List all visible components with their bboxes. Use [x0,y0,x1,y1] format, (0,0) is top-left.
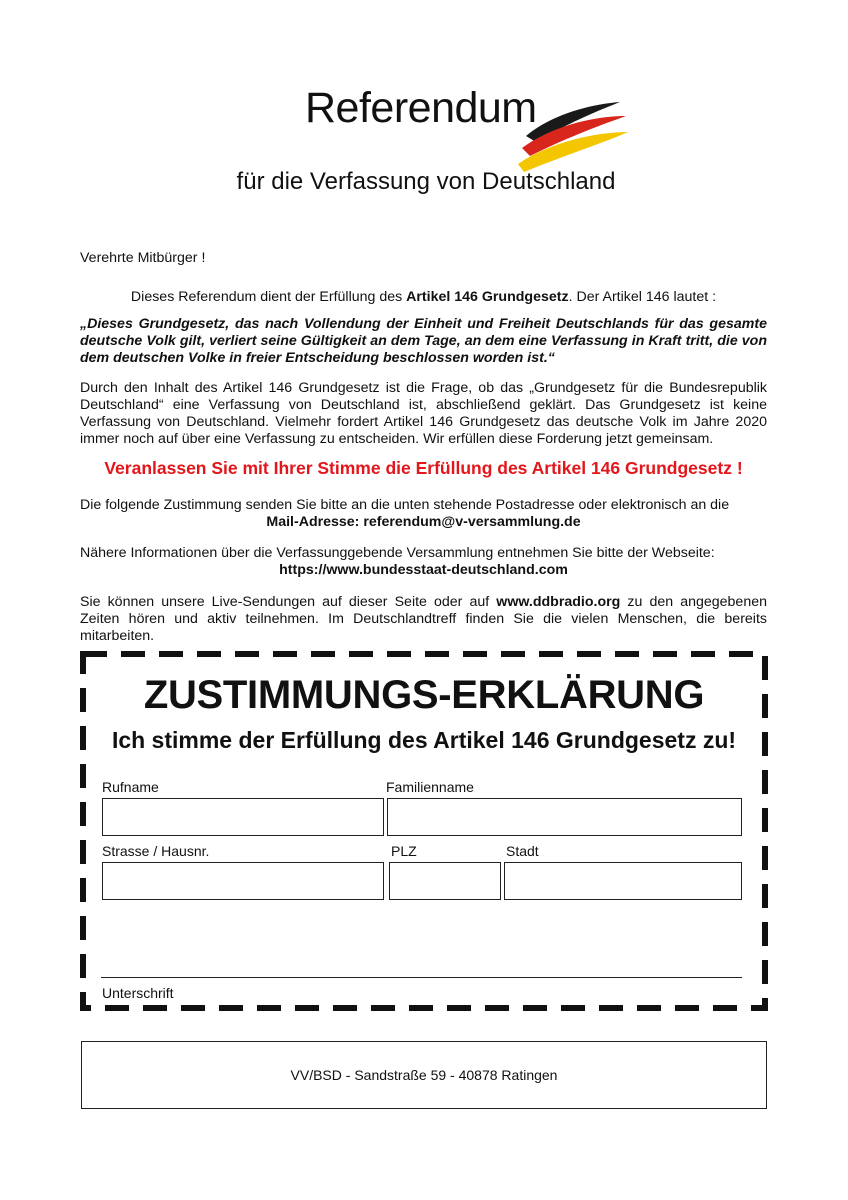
street-field[interactable] [102,862,384,900]
zip-label: PLZ [391,843,417,859]
greeting: Verehrte Mitbürger ! [80,250,206,266]
logo-title: Referendum [305,84,537,132]
radio-text-after: zu den angegebenen Zeiten hören und aktiv teilnehmen. Im Deutschlandtreff finden Sie die vielen Menschen, die bereits mitarbeiten. [80,594,767,644]
intro-text-before: Dieses Referendum dient der Erfüllung des [130,289,407,305]
first-name-label: Rufname [102,779,159,795]
intro-paragraph [80,289,767,306]
intro-article-bold: Artikel 146 Grundgesetz [406,289,569,305]
callout-heading: Veranlassen Sie mit Ihrer Stimme die Erfüllung des Artikel 146 Grundgesetz ! [104,458,743,478]
radio-paragraph [80,594,767,645]
mail-address: Mail-Adresse: referendum@v-versammlung.de [266,514,581,530]
explanation-paragraph: Durch den Inhalt des Artikel 146 Grundgesetz ist die Frage, ob das „Grundgesetz für die Bundesrepublik Deutschland“ eine Verfassung von Deutschland ist, abschließend geklärt. Das Grundgesetz ist keine Verfassung von Deutschland. Vielmehr fordert Artikel 146 Grundgesetz das deutsche Volk im Jahre 2020 immer noch auf über eine Verfassung zu entscheiden. Wir erfüllen diese Forderung jetzt gemeinsam. [80,380,767,447]
signature-label: Unterschrift [102,985,174,1001]
city-label: Stadt [506,843,539,859]
info-text: Nähere Informationen über die Verfassunggebende Versammlung entnehmen Sie bitte der Webseite: [80,545,715,561]
zip-field[interactable] [389,862,501,900]
website-link: https://www.bundesstaat-deutschland.com [279,562,568,578]
postal-address: VV/BSD - Sandstraße 59 - 40878 Ratingen [290,1067,558,1083]
radio-text-before: Sie können unsere Live-Sendungen auf dieser Seite oder auf [80,594,497,610]
signature-line[interactable] [101,977,742,978]
postal-address-box [81,1041,767,1109]
form-subtitle: Ich stimme der Erfüllung des Artikel 146 Grundgesetz zu! [111,727,737,753]
article-quote: „Dieses Grundgesetz, das nach Vollendung der Einheit und Freiheit Deutschlands für das gesamte deutsche Volk gilt, verliert seine Gültigkeit an dem Tage, an dem eine Verfassung in Kraft tritt, die von dem deutschen Volke in freier Entscheidung beschlossen worden ist.“ [80,316,767,366]
radio-link: www.ddbradio.org [496,594,621,610]
subtitle: für die Verfassung von Deutschland [236,168,616,195]
first-name-field[interactable] [102,798,384,836]
send-instructions [80,497,767,531]
city-field[interactable] [504,862,742,900]
form-title: ZUSTIMMUNGS-ERKLÄRUNG [143,673,705,717]
last-name-field[interactable] [387,798,742,836]
street-label: Strasse / Hausnr. [102,843,210,859]
flag-swoosh-icon [512,96,630,174]
intro-text-after: . Der Artikel 146 lautet : [568,289,717,305]
send-text: Die folgende Zustimmung senden Sie bitte an die unten stehende Postadresse oder elektronisch an die [80,497,730,513]
last-name-label: Familienname [386,779,474,795]
info-paragraph [80,545,767,579]
